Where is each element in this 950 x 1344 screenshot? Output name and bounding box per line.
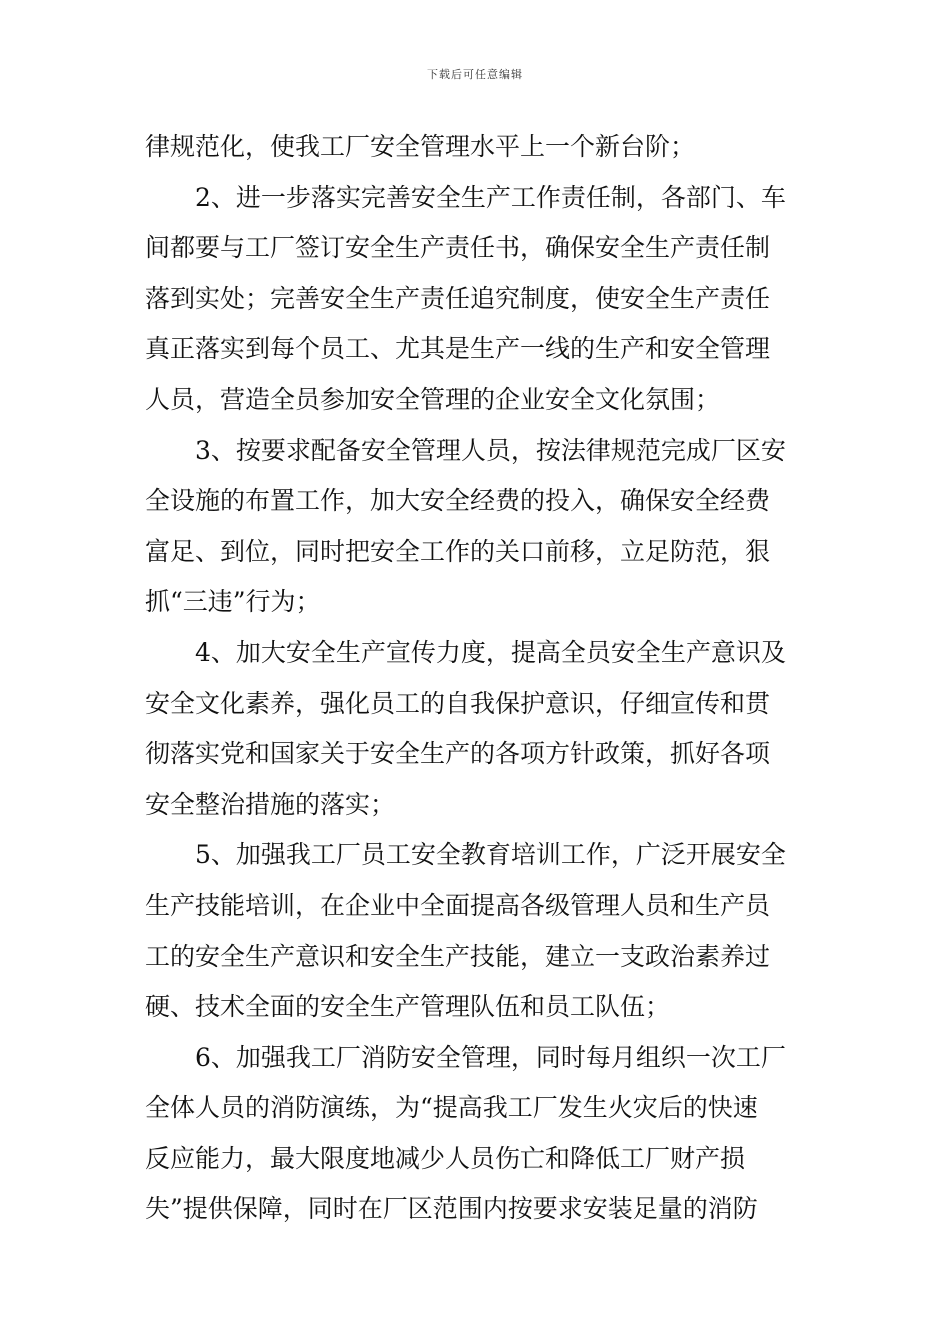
- text-line: 5、加强我工厂员工安全教育培训工作，广泛开展安全: [195, 840, 786, 870]
- text-line: 抓“三违”行为；: [145, 587, 321, 617]
- text-line: 生产技能培训，在企业中全面提高各级管理人员和生产员: [145, 890, 771, 920]
- text-line: 全体人员的消防演练，为“提高我工厂发生火灾后的快速: [145, 1093, 758, 1123]
- text-line: 全设施的布置工作，加大安全经费的投入，确保安全经费: [145, 486, 771, 516]
- text-line: 真正落实到每个员工、尤其是生产一线的生产和安全管理: [145, 334, 771, 364]
- text-line: 失”提供保障，同时在厂区范围内按要求安装足量的消防: [145, 1194, 758, 1224]
- text-line: 人员，营造全员参加安全管理的企业安全文化氛围；: [145, 384, 721, 414]
- text-line: 6、加强我工厂消防安全管理，同时每月组织一次工厂: [195, 1042, 786, 1072]
- text-line: 3、按要求配备安全管理人员，按法律规范完成厂区安: [195, 435, 786, 465]
- text-line: 间都要与工厂签订安全生产责任书，确保安全生产责任制: [145, 233, 771, 263]
- text-line: 律规范化，使我工厂安全管理水平上一个新台阶；: [145, 132, 696, 161]
- text-line: 反应能力，最大限度地减少人员伤亡和降低工厂财产损: [145, 1143, 746, 1173]
- text-line: 落到实处；完善安全生产责任追究制度，使安全生产责任: [145, 283, 771, 313]
- text-line: 彻落实党和国家关于安全生产的各项方针政策，抓好各项: [145, 739, 771, 769]
- text-line: 硬、技术全面的安全生产管理队伍和员工队伍；: [145, 992, 671, 1022]
- text-line: 富足、到位，同时把安全工作的关口前移，立足防范，狠: [145, 536, 771, 566]
- text-line: 安全文化素养，强化员工的自我保护意识，仔细宣传和贯: [145, 688, 771, 718]
- text-line: 工的安全生产意识和安全生产技能，建立一支政治素养过: [145, 941, 771, 971]
- document-body: [145, 122, 810, 1235]
- page-header: 下载后可任意编辑: [427, 68, 523, 81]
- text-line: 4、加大安全生产宣传力度，提高全员安全生产意识及: [195, 637, 786, 667]
- text-line: 2、进一步落实完善安全生产工作责任制，各部门、车: [195, 182, 786, 212]
- text-line: 安全整治措施的落实；: [145, 789, 396, 819]
